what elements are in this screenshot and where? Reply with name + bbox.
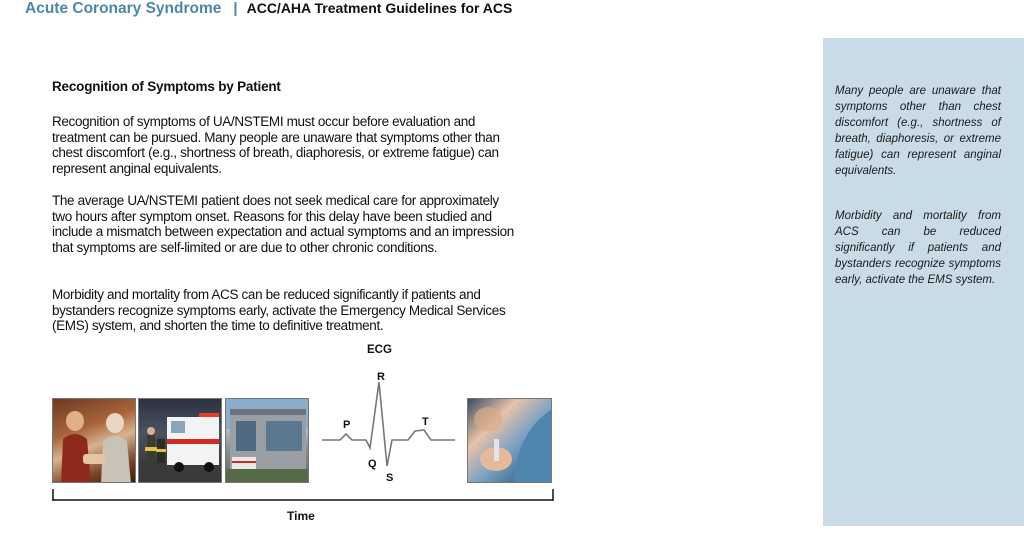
hospital-photo: [225, 398, 309, 483]
ecg-r-label: R: [377, 371, 385, 383]
section-title: Recognition of Symptoms by Patient: [52, 79, 281, 94]
doctor-photo: [467, 398, 552, 483]
sidebar-note-1: Many people are unaware that symptoms other than chest discomfort (e.g., shortness of breath, diaphoresis, or extreme fatigue) can represent anginal equivalents.: [835, 85, 1001, 177]
header-separator: |: [233, 0, 238, 17]
time-axis-label: Time: [287, 509, 315, 523]
ambulance-photo: [138, 398, 222, 483]
slide-header: [25, 0, 512, 20]
ecg-waveform: [320, 380, 460, 470]
patient-photo: [52, 398, 136, 483]
ecg-q-label: Q: [368, 458, 377, 470]
body-paragraph-2: The average UA/NSTEMI patient does not seek medical care for approximately two hours after symptom onset. Reasons for this delay have been studied and include a mismatch between expectation and actual symptoms and an impression that symptoms are self-limited or are due to other chronic conditions.: [52, 193, 514, 255]
ecg-p-label: P: [343, 419, 351, 431]
notes-sidebar: [823, 38, 1024, 526]
timeline-bracket: [52, 487, 554, 503]
ecg-t-label: T: [422, 416, 429, 428]
brand-title: Acute Coronary Syndrome: [25, 0, 222, 17]
ecg-s-label: S: [386, 472, 394, 484]
body-paragraph-3: Morbidity and mortality from ACS can be reduced significantly if patients and bystanders recognize symptoms early, activate the Emergency Medical Services (EMS) system, and shorten the time to definitive treatment.: [52, 287, 506, 334]
page-subtitle: ACC/AHA Treatment Guidelines for ACS: [246, 0, 513, 16]
sidebar-note-2: Morbidity and mortality from ACS can be reduced significantly if patients and bystanders recognize symptoms early, activate the EMS system.: [835, 210, 1001, 286]
ecg-title: ECG: [367, 344, 392, 356]
body-paragraph-1: Recognition of symptoms of UA/NSTEMI must occur before evaluation and treatment can be pursued. Many people are unaware that symptoms other than chest discomfort (e.g., shortness of breath, diaphoresis, or extreme fatigue) can represent anginal equivalents.: [52, 114, 500, 176]
